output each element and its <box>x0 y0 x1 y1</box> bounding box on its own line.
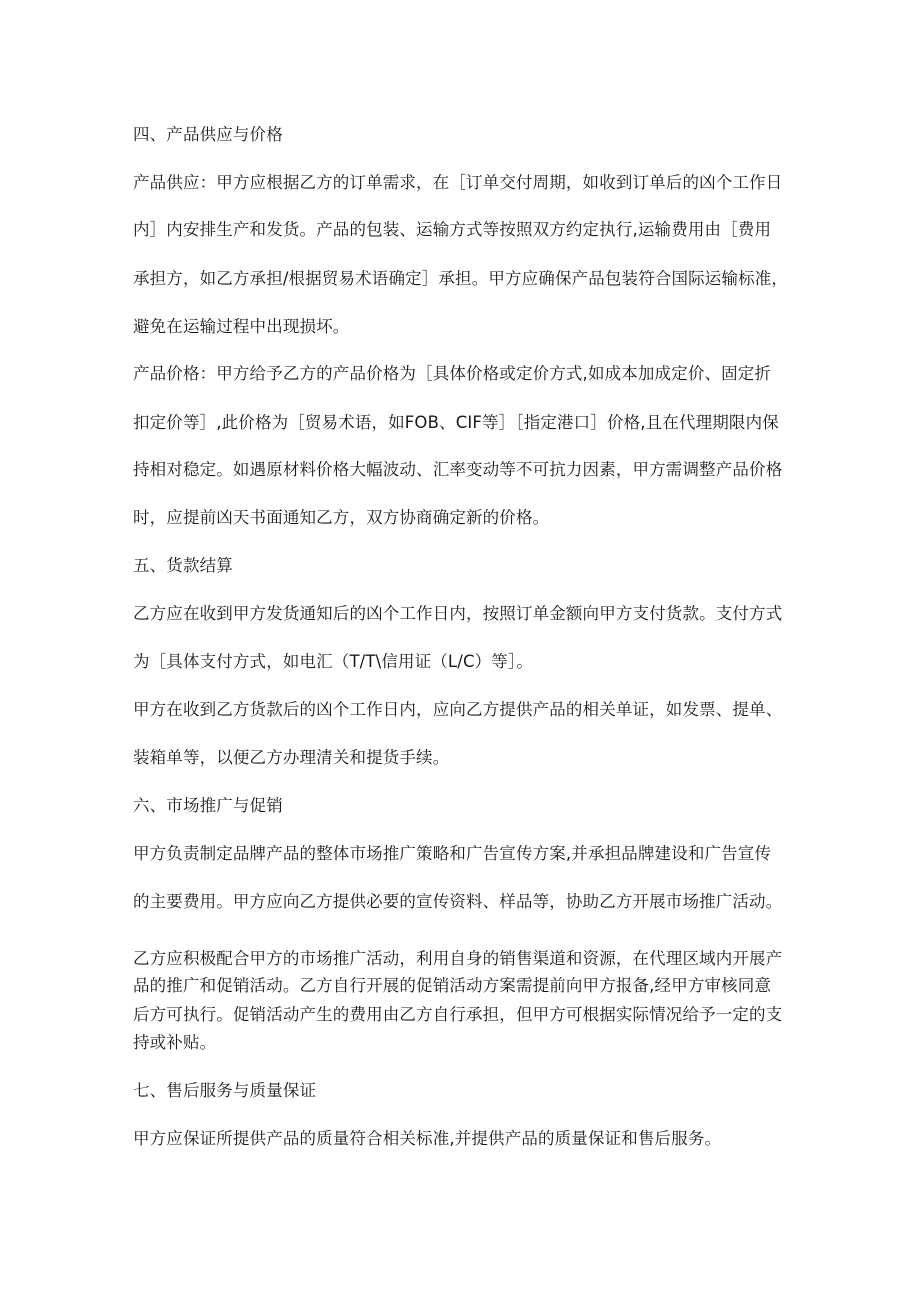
section-4-price-line-2: 扣定价等］,此价格为［贸易术语，如FOB、CIF等］［指定港口］价格,且在代理期限内保 <box>133 413 779 432</box>
section-6-para-1-line-2: 的主要费用。甲方应向乙方提供必要的宣传资料、样品等，协助乙方开展市场推广活动。 <box>133 892 783 911</box>
section-4-price-line-3: 持相对稳定。如遇原材料价格大幅波动、汇率变动等不可抗力因素，甲方需调整产品价格 <box>133 460 783 479</box>
section-4-heading: 四、产品供应与价格 <box>133 125 283 144</box>
section-5-para-1-line-1: 乙方应在收到甲方发货通知后的凶个工作日内，按照订单金额向甲方支付货款。支付方式 <box>133 604 783 623</box>
section-7-para-1-line-1: 甲方应保证所提供产品的质量符合相关标准,并提供产品的质量保证和售后服务。 <box>133 1129 722 1148</box>
section-5-para-2-line-1: 甲方在收到乙方货款后的凶个工作日内，应向乙方提供产品的相关单证，如发票、提单、 <box>133 700 783 719</box>
section-6-para-2-line-4: 持或补贴。 <box>133 1033 217 1052</box>
section-6-heading: 六、市场推广与促销 <box>133 796 283 815</box>
section-5-para-2-line-2: 装箱单等，以便乙方办理清关和提货手续。 <box>133 748 450 767</box>
section-5-para-1-line-2: 为［具体支付方式，如电汇（T/T\信用证（L/C）等］。 <box>133 652 533 671</box>
section-4-price-line-1: 产品价格：甲方给予乙方的产品价格为［具体价格或定价方式,如成本加成定价、固定折 <box>133 364 772 383</box>
section-4-supply-line-1: 产品供应：甲方应根据乙方的订单需求，在［订单交付周期，如收到订单后的凶个工作日 <box>133 173 783 192</box>
section-4-price-line-4: 时，应提前凶天书面通知乙方，双方协商确定新的价格。 <box>133 508 550 527</box>
section-4-supply-line-4: 避免在运输过程中出现损坏。 <box>133 317 350 336</box>
section-6-para-2-line-1: 乙方应积极配合甲方的市场推广活动，利用自身的销售渠道和资源，在代理区域内开展产 <box>133 949 783 968</box>
section-5-heading: 五、货款结算 <box>133 556 233 575</box>
section-4-supply-line-2: 内］内安排生产和发货。产品的包装、运输方式等按照双方约定执行,运输费用由［费用 <box>133 220 772 239</box>
section-6-para-2-line-2: 品的推广和促销活动。乙方自行开展的促销活动方案需提前向甲方报备,经甲方审核同意 <box>133 976 772 995</box>
section-6-para-1-line-1: 甲方负责制定品牌产品的整体市场推广策略和广告宣传方案,并承担品牌建设和广告宣传 <box>133 844 772 863</box>
section-4-supply-line-3: 承担方，如乙方承担/根据贸易术语确定］承担。甲方应确保产品包装符合国际运输标准， <box>133 269 789 288</box>
section-6-para-2-line-3: 后方可执行。促销活动产生的费用由乙方自行承担，但甲方可根据实际情况给予一定的支 <box>133 1005 783 1024</box>
section-7-heading: 七、售后服务与质量保证 <box>133 1081 317 1100</box>
